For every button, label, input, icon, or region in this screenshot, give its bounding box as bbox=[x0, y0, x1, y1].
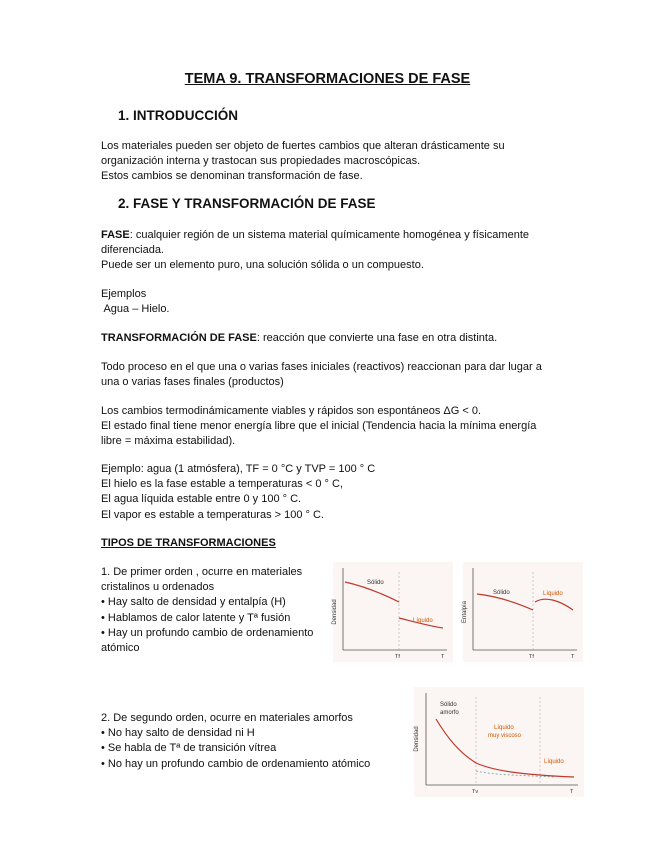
intro-line-1: Los materiales pueden ser objeto de fuertes cambios que alteran drásticamente su bbox=[101, 140, 505, 152]
agua-line-1: Ejemplo: agua (1 atmósfera), TF = 0 °C y TVP = 100 ° C bbox=[101, 463, 376, 475]
intro-paragraph bbox=[101, 139, 505, 185]
graph-3-label-liquido-viscoso-2: muy viscoso bbox=[488, 733, 522, 739]
primer-line-4: • Hablamos de calor latente y Tª fusión bbox=[101, 611, 291, 624]
ejemplos-label: Ejemplos bbox=[101, 288, 147, 300]
cambios-line-1: Los cambios termodinámicamente viables y rápidos son espontáneos ΔG < 0. bbox=[101, 405, 482, 417]
agua-line-2: El hielo es la fase estable a temperaturas < 0 ° C, bbox=[101, 478, 343, 491]
density-first-order-graph bbox=[333, 562, 453, 662]
cambios-line-2: El estado final tiene menor energía libre que el inicial (Tendencia hacia la mínima energía bbox=[101, 420, 537, 433]
graph-1-ylabel: Densidad bbox=[332, 599, 338, 625]
segundo-line-4: • No hay un profundo cambio de ordenamiento atómico bbox=[101, 757, 371, 770]
primer-line-3: • Hay salto de densidad y entalpía (H) bbox=[101, 596, 286, 609]
graph-1-label-liquido: Líquido bbox=[413, 618, 433, 624]
graph-1-xend: T bbox=[441, 654, 445, 660]
graph-3-ylabel: Densidad bbox=[414, 726, 420, 752]
transformacion-definition bbox=[101, 331, 497, 346]
segundo-line-1: 2. De segundo orden, ocurre en materiales amorfos bbox=[101, 712, 353, 724]
segundo-orden-block bbox=[101, 711, 370, 772]
graph-1-label-solido: Sólido bbox=[367, 580, 384, 586]
agua-line-3: El agua líquida estable entre 0 y 100 ° C. bbox=[101, 493, 302, 506]
primer-line-1: 1. De primer orden , ocurre en materiales bbox=[101, 566, 303, 578]
tipos-heading: TIPOS DE TRANSFORMACIONES bbox=[101, 537, 276, 549]
graph-3-label-liquido-viscoso-1: Líquido bbox=[494, 725, 514, 731]
graph-3-label-solido: Sólido bbox=[440, 702, 457, 708]
intro-line-3: Estos cambios se denominan transformación de fase. bbox=[101, 170, 363, 183]
graph-2-xend: T bbox=[571, 654, 575, 660]
fase-def: : cualquier región de un sistema material químicamente homogénea y físicamente bbox=[129, 229, 529, 241]
graph-2-xtick: Tf bbox=[529, 654, 534, 660]
proceso-line-2: una o varias fases finales (productos) bbox=[101, 376, 284, 389]
primer-line-5: • Hay un profundo cambio de ordenamiento bbox=[101, 626, 314, 639]
graph-1-xtick: Tf bbox=[395, 654, 400, 660]
proceso-line-1: Todo proceso en el que una o varias fases iniciales (reactivos) reaccionan para dar lugar a bbox=[101, 361, 542, 373]
cambios-line-3: libre = máxima estabilidad). bbox=[101, 435, 236, 448]
segundo-line-2: • No hay salto de densidad ni H bbox=[101, 727, 255, 740]
ejemplos-block bbox=[101, 287, 170, 317]
fase-line-1 bbox=[101, 228, 529, 243]
primer-line-2: cristalinos u ordenados bbox=[101, 581, 215, 594]
graph-3-label-liquido: Líquido bbox=[544, 759, 564, 765]
cambios-paragraph bbox=[101, 404, 536, 450]
fase-line-3: Puede ser un elemento puro, una solución sólida o un compuesto. bbox=[101, 259, 424, 272]
enthalpy-first-order-graph bbox=[463, 562, 583, 662]
graph-2-background bbox=[463, 562, 583, 662]
fase-line-2: diferenciada. bbox=[101, 244, 164, 257]
transformacion-term: TRANSFORMACIÓN DE FASE bbox=[101, 332, 257, 344]
segundo-line-3: • Se habla de Tª de transición vítrea bbox=[101, 742, 277, 755]
section-1-heading: 1. INTRODUCCIÓN bbox=[118, 108, 239, 123]
density-second-order-graph bbox=[414, 687, 584, 797]
intro-line-2: organización interna y trastocan sus propiedades macroscópicas. bbox=[101, 155, 421, 168]
transformacion-def: : reacción que convierte una fase en otra distinta. bbox=[256, 332, 498, 344]
graph-2-label-solido: Sólido bbox=[493, 590, 510, 596]
ejemplo-1: Agua – Hielo. bbox=[101, 303, 170, 316]
graph-2-label-liquido: Líquido bbox=[543, 591, 563, 597]
graph-1-background bbox=[333, 562, 453, 662]
graph-3-label-amorfo: amorfo bbox=[440, 710, 459, 716]
fase-term: FASE bbox=[101, 229, 130, 241]
agua-line-4: El vapor es estable a temperaturas > 100 ° C. bbox=[101, 508, 324, 521]
section-2-heading: 2. FASE Y TRANSFORMACIÓN DE FASE bbox=[118, 196, 376, 211]
graph-3-xend: T bbox=[570, 789, 574, 795]
proceso-paragraph bbox=[101, 360, 542, 390]
agua-paragraph bbox=[101, 462, 375, 523]
document-title: TEMA 9. TRANSFORMACIONES DE FASE bbox=[184, 71, 471, 87]
graph-2-ylabel: Entalpía bbox=[462, 600, 468, 624]
primer-line-6: atómico bbox=[101, 642, 140, 655]
primer-orden-block bbox=[101, 565, 313, 656]
graph-3-xtick: Tv bbox=[472, 789, 479, 795]
fase-definition bbox=[101, 228, 529, 274]
